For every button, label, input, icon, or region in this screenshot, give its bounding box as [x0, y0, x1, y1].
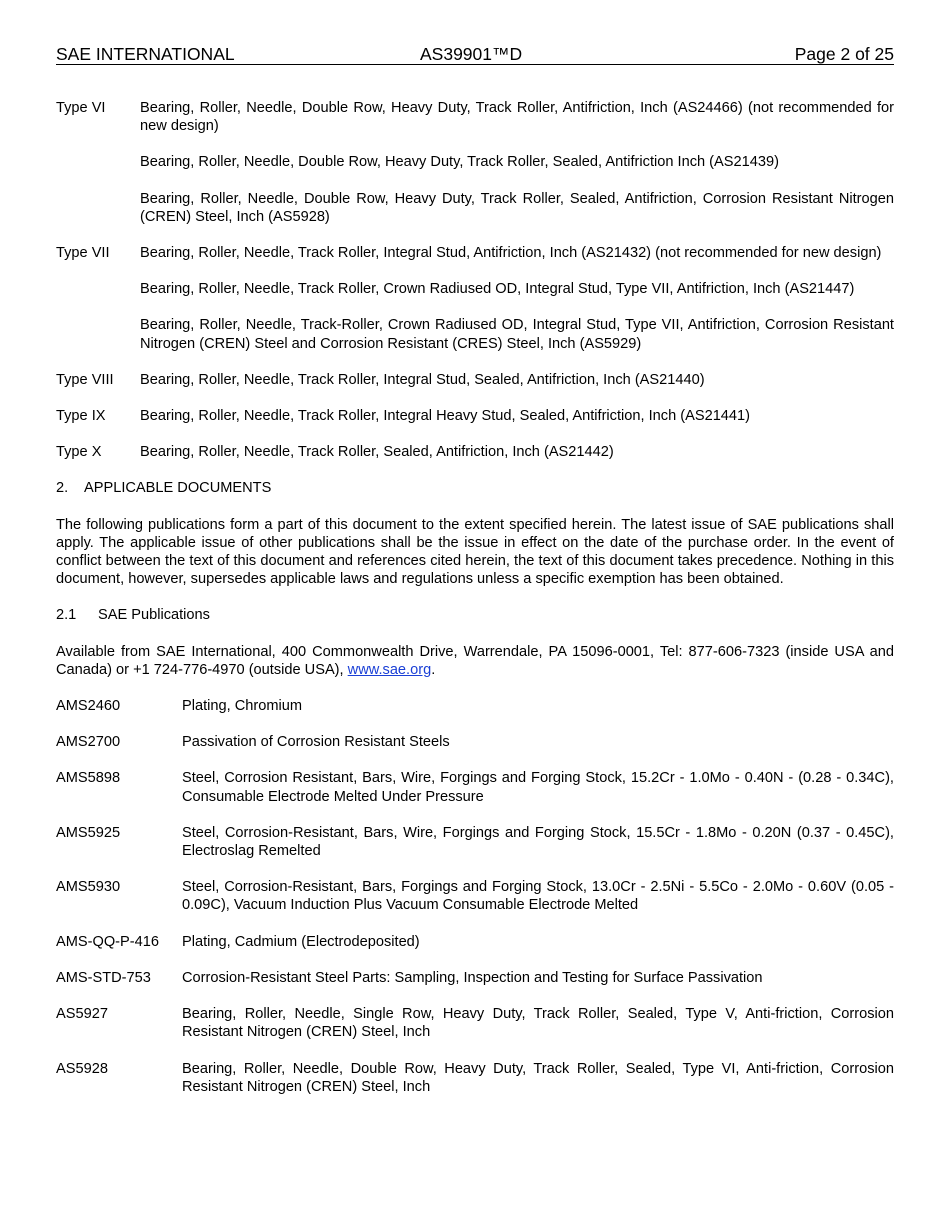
- type-descriptions: [140, 407, 894, 425]
- type-row: [56, 371, 894, 389]
- reference-id: AMS2460: [56, 698, 121, 715]
- subsection-title: SAE Publications: [98, 607, 210, 624]
- reference-row: [56, 1060, 894, 1096]
- reference-row: [56, 933, 894, 951]
- type-label: Type VI: [56, 100, 106, 116]
- type-label: Type IX: [56, 408, 106, 425]
- sae-website-link[interactable]: www.sae.org: [347, 661, 432, 678]
- reference-row: [56, 769, 894, 805]
- reference-row: [56, 824, 894, 860]
- reference-row: [56, 1005, 894, 1041]
- type-label: Type VII: [56, 245, 110, 262]
- reference-title: Passivation of Corrosion Resistant Steels: [182, 734, 450, 751]
- reference-list: [56, 697, 894, 1096]
- reference-id: AMS5925: [56, 824, 121, 841]
- type-row: [56, 407, 894, 425]
- reference-title: Bearing, Roller, Needle, Single Row, Heavy Duty, Track Roller, Sealed, Type V, Anti-friction, Corrosion Resistant Nitrogen (CREN) Steel, Inch: [182, 1006, 894, 1041]
- reference-title: Corrosion-Resistant Steel Parts: Sampling, Inspection and Testing for Surface Passivation: [182, 969, 763, 986]
- type-row: [56, 244, 894, 353]
- header-page-number: Page 2 of 25: [794, 44, 894, 64]
- availability-text: Available from SAE International, 400 Commonwealth Drive, Warrendale, PA 15096-0001, Tel: 877-606-7323 (inside USA and Canada) or +1 724-776-4970 (outside USA),: [56, 643, 894, 678]
- reference-title: Steel, Corrosion Resistant, Bars, Wire, Forgings and Forging Stock, 15.2Cr - 1.0Mo - 0.40N - (0.28 - 0.34C), Consumable Electrode Melted Under Pressure: [182, 770, 894, 805]
- header-organization: SAE INTERNATIONAL: [56, 44, 235, 64]
- type-row: [56, 99, 894, 226]
- subsection-number: 2.1: [56, 607, 77, 624]
- header-document-number: AS39901™D: [420, 44, 523, 64]
- availability-paragraph: [56, 643, 894, 679]
- type-row: [56, 443, 894, 461]
- reference-id: AMS-QQ-P-416: [56, 933, 159, 950]
- reference-row: [56, 969, 894, 987]
- type-descriptions: [140, 443, 894, 461]
- reference-id: AS5927: [56, 1006, 108, 1023]
- type-description: Bearing, Roller, Needle, Track Roller, Integral Stud, Sealed, Antifriction, Inch (AS21440): [140, 371, 705, 388]
- type-description: Bearing, Roller, Needle, Track Roller, Sealed, Antifriction, Inch (AS21442): [140, 444, 614, 461]
- availability-trailing: .: [431, 661, 436, 678]
- type-descriptions: [140, 99, 894, 226]
- type-description: Bearing, Roller, Needle, Track Roller, Crown Radiused OD, Integral Stud, Type VII, Antifriction, Inch (AS21447): [140, 281, 855, 298]
- type-label: Type VIII: [56, 371, 114, 388]
- type-descriptions: [140, 371, 894, 389]
- reference-row: [56, 697, 894, 715]
- type-description: Bearing, Roller, Needle, Double Row, Heavy Duty, Track Roller, Sealed, Antifriction, Corrosion Resistant Nitrogen (CREN) Steel, Inch (AS5928): [140, 190, 894, 225]
- type-descriptions: [140, 244, 894, 353]
- reference-id: AMS5930: [56, 879, 121, 896]
- reference-id: AMS5898: [56, 770, 121, 787]
- reference-title: Plating, Cadmium (Electrodeposited): [182, 933, 420, 950]
- reference-id: AS5928: [56, 1060, 108, 1077]
- type-label: Type X: [56, 444, 102, 461]
- type-description: Bearing, Roller, Needle, Double Row, Heavy Duty, Track Roller, Sealed, Antifriction Inch (AS21439): [140, 154, 779, 171]
- subsection-heading: [56, 606, 894, 624]
- section-heading: [56, 479, 894, 497]
- reference-id: AMS2700: [56, 734, 121, 751]
- type-description: Bearing, Roller, Needle, Track Roller, Integral Heavy Stud, Sealed, Antifriction, Inch (AS21441): [140, 408, 751, 425]
- type-description: Bearing, Roller, Needle, Track-Roller, Crown Radiused OD, Integral Stud, Type VII, Antifriction, Corrosion Resistant Nitrogen (CREN) Steel and Corrosion Resistant (CRES) Steel, Inch (AS5929): [140, 317, 894, 352]
- section-number: 2.: [56, 480, 69, 497]
- type-description: Bearing, Roller, Needle, Track Roller, Integral Stud, Antifriction, Inch (AS21432) (not recommended for new design): [140, 245, 882, 262]
- reference-row: [56, 733, 894, 751]
- reference-row: [56, 878, 894, 914]
- reference-title: Steel, Corrosion-Resistant, Bars, Forgings and Forging Stock, 13.0Cr - 2.5Ni - 5.5Co - 2.0Mo - 0.60V (0.05 - 0.09C), Vacuum Induction Plus Vacuum Consumable Electrode Melted: [182, 879, 894, 914]
- bearing-types-list: [56, 99, 894, 461]
- document-page: [56, 44, 894, 1114]
- reference-title: Bearing, Roller, Needle, Double Row, Heavy Duty, Track Roller, Sealed, Type VI, Anti-friction, Corrosion Resistant Nitrogen (CREN) Steel, Inch: [182, 1060, 894, 1095]
- reference-title: Steel, Corrosion-Resistant, Bars, Wire, Forgings and Forging Stock, 15.5Cr - 1.8Mo - 0.20N (0.37 - 0.45C), Electroslag Remelted: [182, 824, 894, 860]
- section-paragraph: The following publications form a part of this document to the extent specified herein. The latest issue of SAE publications shall apply. The applicable issue of other publications shall be the issue in effect on the date of the purchase order. In the event of conflict between the text of this document and references cited herein, the text of this document takes precedence. Nothing in this document, however, supersedes applicable laws and regulations unless a specific exemption has been obtained.: [56, 516, 894, 588]
- document-body: [56, 99, 894, 1096]
- reference-title: Plating, Chromium: [182, 698, 303, 715]
- section-title: APPLICABLE DOCUMENTS: [84, 480, 272, 497]
- reference-id: AMS-STD-753: [56, 969, 151, 986]
- page-header: [56, 44, 894, 65]
- type-description: Bearing, Roller, Needle, Double Row, Heavy Duty, Track Roller, Antifriction, Inch (AS24466) (not recommended for new design): [140, 100, 894, 135]
